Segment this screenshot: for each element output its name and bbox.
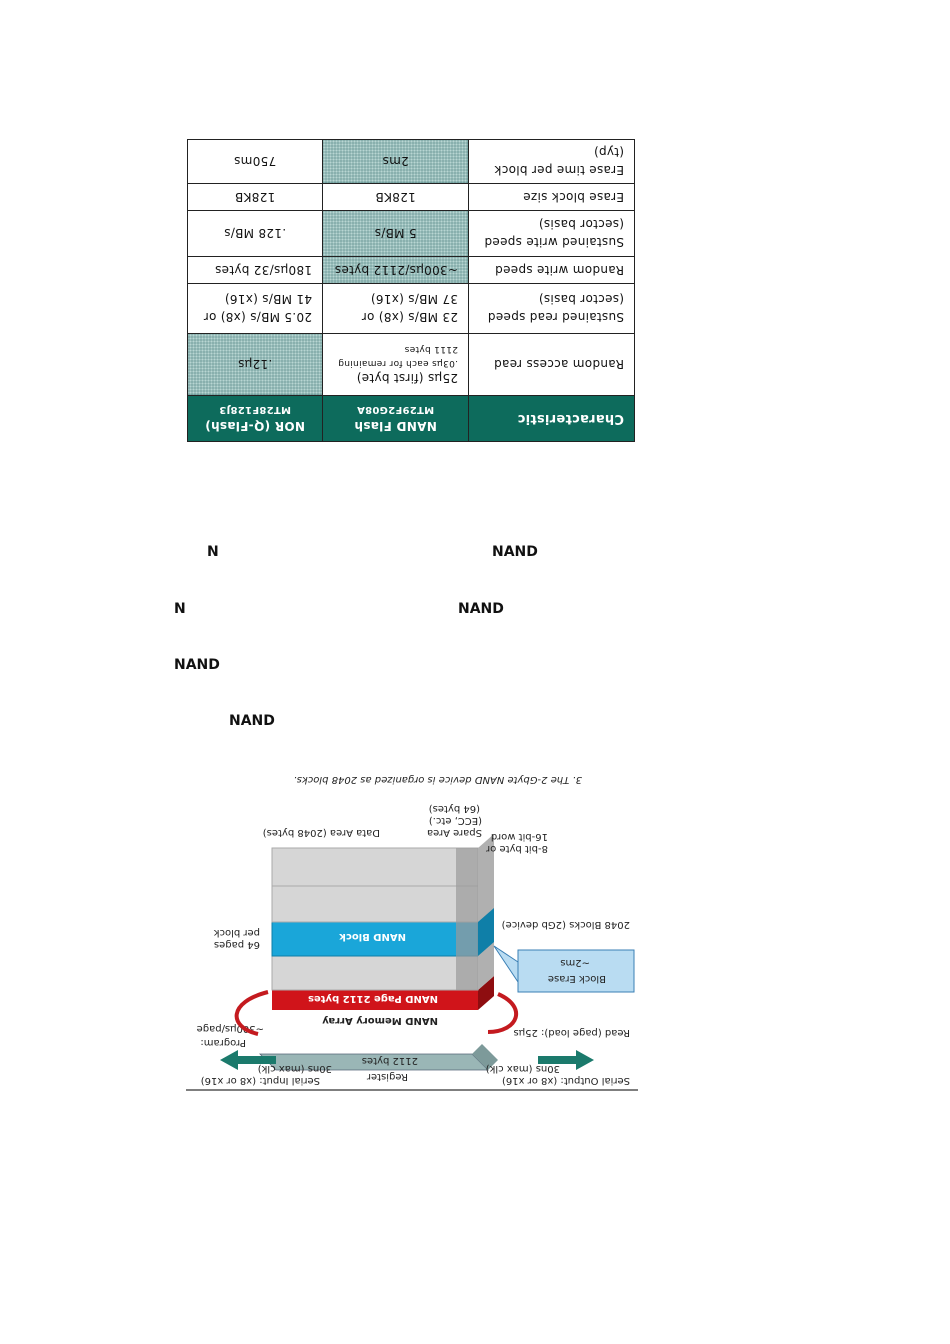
spare-note-2: (64 bytes) [428,803,480,814]
serial-input-label: Serial Input: (x8 or x16) [200,1075,320,1086]
nand-value-2: 37 MB/s (x16) [370,292,458,307]
row-label [469,284,635,334]
table-header-row [188,396,635,442]
read-label: Read (page load): 25μs [513,1027,630,1038]
blocks-label: 2048 Blocks (2Gb device) [501,919,630,930]
clk-right-label: 30ns (max clk) [485,1063,560,1074]
nand-block-label: NAND Block [339,931,406,942]
header-nand-part: MT29F2G08A [356,404,435,415]
block-erase-label: Block Erase [547,973,606,984]
row-nor-value: .12μs [188,334,323,396]
callout-pointer [494,946,518,982]
row-nand-value [323,284,469,334]
header-nand-title: NAND Flash [354,419,437,433]
read-arrow [488,994,516,1032]
stack-layer [272,848,478,886]
label-note: (sector basis) [538,217,624,232]
header-nand [323,396,469,442]
serial-output-label: Serial Output: (x8 or x16) [501,1075,630,1086]
register-label: Register [366,1071,408,1082]
spare-area-column [456,848,478,990]
pages-label-1: 64 pages [213,939,260,950]
text-fragment-nand: NAND [492,544,538,560]
header-nor-title: NOR (Q-Flash) [204,419,306,433]
row-nand-value: 128KB [323,184,469,211]
word-note-2: 16-bit word [490,831,548,842]
text-fragment-nand: NAND [174,657,220,673]
clk-left-label: 30ns (max clk) [257,1063,332,1074]
data-area-label: Data Area (2048 bytes) [262,827,380,838]
row-nor-value: .128 MB/s [188,211,323,257]
register-bytes-label: 2112 bytes [361,1055,418,1066]
row-label: Erase block size [469,184,635,211]
figure-caption: 3. The 2-Gbyte NAND device is organized as 2048 blocks. [293,774,582,785]
stack-layer [272,956,478,990]
nor-value-2: 41 MB/s (x16) [224,292,312,307]
spare-note-1: (ECC, etc.) [428,815,482,826]
text-fragment-nand: NAND [458,601,504,617]
spare-area-label: Spare Area [426,827,482,838]
nand-organization-figure [186,770,638,1092]
nand-note: 2111 bytes [404,344,458,355]
table-row [188,257,635,284]
comparison-table [188,139,635,442]
row-label [469,211,635,257]
row-nand-value: ~300μs/2112 bytes [323,257,469,284]
table-row [188,334,635,396]
program-time-label: ~300μs/page [196,1023,264,1034]
header-characteristic: Characteristic [469,396,635,442]
label-text: Sustained write speed [484,235,624,250]
program-label: Program: [200,1037,246,1048]
row-nor-value [188,284,323,334]
label-text: Sustained read speed [487,310,624,325]
nand-value: 25μs (first byte) [356,371,458,385]
table-row [188,211,635,257]
row-nand-value [323,334,469,396]
header-nor [188,396,323,442]
word-note-1: 8-bit byte or [486,843,548,854]
row-nor-value: 128KB [188,184,323,211]
pages-label-2: per block [213,927,260,938]
erase-time-label: ~2ms [560,957,590,968]
label-note: (sector basis) [538,292,624,307]
text-fragment-n: N [174,601,186,617]
row-nor-value: 180μs/32 bytes [188,257,323,284]
table-row [188,140,635,184]
nand-value: 23 MB/s (x8) or [361,310,458,325]
row-label [469,140,635,184]
stack-layer [272,886,478,922]
header-nor-part: MT28F128J3 [218,404,292,415]
memory-array-label: NAND Memory Array [322,1015,438,1026]
text-fragment-n: N [207,544,219,560]
row-label: Random write speed [469,257,635,284]
table-row [188,284,635,334]
row-nand-value: 2ms [323,140,469,184]
table-row [188,184,635,211]
nand-page-label: NAND Page 2112 bytes [308,993,438,1004]
row-nand-value: 5 MB/s [323,211,469,257]
row-label: Random access read [469,334,635,396]
label-text: Erase time per block [494,163,624,178]
label-note: (typ) [593,145,624,160]
row-nor-value: 750ms [188,140,323,184]
nand-note: .03μs each for remaining [337,358,458,368]
text-fragment-nand: NAND [229,713,275,729]
nor-value: 20.5 MB/s (x8) or [203,310,312,325]
